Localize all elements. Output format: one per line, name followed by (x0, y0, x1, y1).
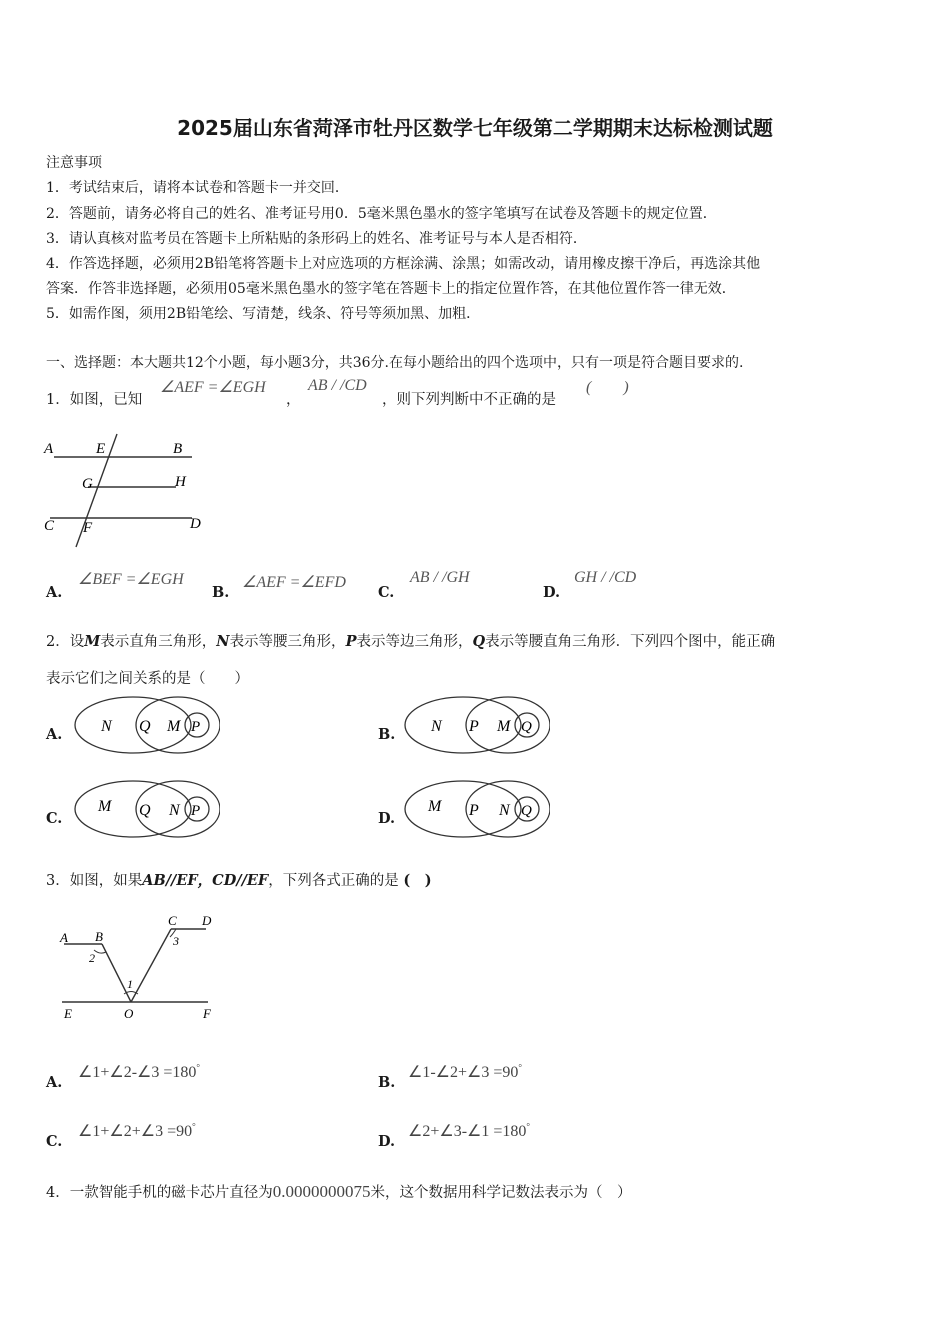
q2-var-p: P (345, 633, 357, 650)
q3-condition: AB//EF，CD//EF (142, 872, 269, 889)
degree-mark: ° (196, 1062, 201, 1073)
q3-option-b-text[interactable] (408, 1062, 522, 1082)
q3-option-c-text[interactable] (78, 1121, 196, 1141)
q3-pre: 如图，如果 (69, 873, 143, 889)
label-e: E (96, 441, 106, 457)
q2-var-q: Q (472, 633, 486, 650)
venn-right-label: N (169, 802, 180, 819)
venn-right-label: M (167, 718, 181, 735)
q4-pre: 一款智能手机的磁卡芯片直径为 (69, 1185, 273, 1201)
page-title: 2025届山东省菏泽市牡丹区数学七年级第二学期期末达标检测试题 (177, 116, 773, 140)
degree-mark: ° (526, 1121, 531, 1132)
q2-text: 表示等腰三角形， (229, 634, 346, 650)
q2-option-a-venn[interactable] (70, 693, 220, 757)
q1-option-d-label[interactable]: D. (543, 584, 561, 601)
venn-right-label: N (499, 802, 510, 819)
q1-stem (46, 388, 142, 409)
q1-number: 1． (46, 392, 70, 408)
venn-left-label: N (431, 718, 442, 735)
label-c: C (168, 913, 177, 928)
q1-option-c-label[interactable]: C. (378, 584, 395, 601)
label-e: E (64, 1006, 72, 1021)
label-f: F (203, 1006, 211, 1021)
q2-text: 表示等边三角形， (356, 634, 473, 650)
q2-number: 2． (46, 634, 70, 650)
q3-figure (56, 910, 226, 1022)
venn-left-label: N (101, 718, 112, 735)
q2-option-b-label[interactable]: B. (378, 726, 396, 743)
q4-number: 4． (46, 1185, 70, 1201)
venn-mid-label: P (469, 802, 479, 819)
q3-option-d-label[interactable]: D. (378, 1133, 396, 1150)
note-item: 5．如需作图，须用2B铅笔绘、写清楚，线条、符号等须加黑、加粗． (46, 306, 481, 322)
q2-text: 设 (69, 634, 85, 650)
venn-inner-label: P (191, 719, 201, 735)
segment-bo (102, 944, 131, 1002)
label-c: C (44, 518, 55, 534)
q1-option-d-text[interactable]: GH / /CD (574, 569, 637, 586)
label-b: B (173, 441, 183, 457)
q2-option-d-venn[interactable] (400, 777, 550, 841)
label-h: H (175, 474, 186, 490)
label-a: A (44, 441, 54, 457)
angle-2-arc (94, 950, 106, 953)
q4-post: 米，这个数据用科学记数法表示为（ ） (370, 1185, 632, 1201)
q1-option-c-text[interactable]: AB / /GH (410, 569, 470, 586)
label-angle-1: 1 (127, 977, 133, 991)
venn-mid-label: Q (139, 718, 151, 735)
q2-var-n: N (216, 633, 230, 650)
q2-option-c-venn[interactable] (70, 777, 220, 841)
q3-option-a-label[interactable]: A. (46, 1074, 63, 1091)
label-d: D (202, 913, 212, 928)
q1-option-b-text[interactable]: ∠AEF =∠EFD (242, 574, 346, 591)
q2-var-m: M (84, 633, 101, 650)
degree-mark: ° (192, 1121, 196, 1132)
q3-post: ，下列各式正确的是 (268, 873, 399, 889)
q2-stem-line2: 表示它们之间关系的是（ ） (46, 671, 249, 687)
section-heading: 一、选择题：本大题共12个小题，每小题3分，共36分.在每小题给出的四个选项中，只有一项是符合题目要求的. (46, 355, 744, 371)
q1-comma: ， (286, 392, 301, 408)
q1-condition-1: ∠AEF =∠EGH (160, 379, 266, 396)
label-g: G (82, 476, 93, 492)
note-item: 1．考试结束后，请将本试卷和答题卡一并交回． (46, 180, 349, 196)
venn-right-label: M (497, 718, 511, 735)
q2-option-a-label[interactable]: A. (46, 726, 63, 743)
q2-option-d-label[interactable]: D. (378, 810, 396, 827)
q1-post: ，则下列判断中不正确的是 (382, 392, 556, 408)
q4-value: 0.0000000075 (272, 1182, 371, 1201)
q1-option-a-label[interactable]: A. (46, 584, 63, 601)
q3-option-b-expr: ∠1-∠2+∠3 =90 (408, 1064, 519, 1081)
note-item: 4．作答选择题，必须用2B铅笔将答题卡上对应选项的方框涂满、涂黑；如需改动，请用橡皮擦干净后，再选涂其他 (46, 256, 761, 272)
label-b: B (95, 929, 103, 944)
q3-stem (46, 869, 432, 890)
q1-condition-2: AB / /CD (308, 377, 367, 394)
q2-option-c-label[interactable]: C. (46, 810, 63, 827)
label-angle-2: 2 (89, 951, 95, 965)
label-o: O (124, 1006, 134, 1021)
label-a: A (60, 930, 68, 945)
label-angle-3: 3 (173, 934, 179, 948)
q3-option-c-label[interactable]: C. (46, 1133, 63, 1150)
q3-option-d-expr: ∠2+∠3-∠1 =180 (408, 1123, 527, 1140)
q3-option-a-text[interactable] (78, 1062, 200, 1082)
venn-mid-label: P (469, 718, 479, 735)
q2-option-b-venn[interactable] (400, 693, 550, 757)
segment-oc (131, 929, 171, 1002)
q4-stem (46, 1181, 631, 1202)
q2-text: 表示直角三角形， (100, 634, 217, 650)
label-f: F (83, 520, 93, 536)
q3-option-d-text[interactable] (408, 1121, 530, 1141)
q1-option-a-text[interactable]: ∠BEF =∠EGH (78, 571, 184, 588)
q1-option-b-label[interactable]: B. (212, 584, 230, 601)
q2-text: 表示等腰直角三角形．下列四个图中，能正确 (485, 634, 776, 650)
q3-option-c-expr: ∠1+∠2+∠3 =90 (78, 1123, 193, 1140)
note-item: 3．请认真核对监考员在答题卡上所粘贴的条形码上的姓名、准考证号与本人是否相符． (46, 231, 587, 247)
note-item: 答案．作答非选择题，必须用05毫米黑色墨水的签字笔在答题卡上的指定位置作答，在其他位置作答一律无效． (46, 281, 736, 297)
q3-option-a-expr: ∠1+∠2-∠3 =180 (78, 1064, 197, 1081)
q1-answer-paren: ( ) (586, 379, 629, 396)
note-item: 2．答题前，请务必将自己的姓名、准考证号用0．5毫米黑色墨水的签字笔填写在试卷及答题卡的规定位置． (46, 206, 717, 222)
q2-stem-line1 (46, 630, 775, 651)
q1-figure (40, 430, 210, 552)
q3-answer-paren: ( ) (403, 872, 432, 889)
venn-inner-label: Q (521, 803, 532, 819)
venn-mid-label: Q (139, 802, 151, 819)
venn-left-label: M (428, 798, 442, 815)
degree-mark: ° (518, 1062, 523, 1073)
venn-left-label: M (98, 798, 112, 815)
venn-inner-label: Q (521, 719, 532, 735)
label-d: D (190, 516, 201, 532)
q1-pre: 如图，已知 (69, 392, 143, 408)
q3-option-b-label[interactable]: B. (378, 1074, 396, 1091)
notes-heading: 注意事项 (46, 155, 102, 171)
venn-inner-label: P (191, 803, 201, 819)
q3-number: 3． (46, 873, 70, 889)
